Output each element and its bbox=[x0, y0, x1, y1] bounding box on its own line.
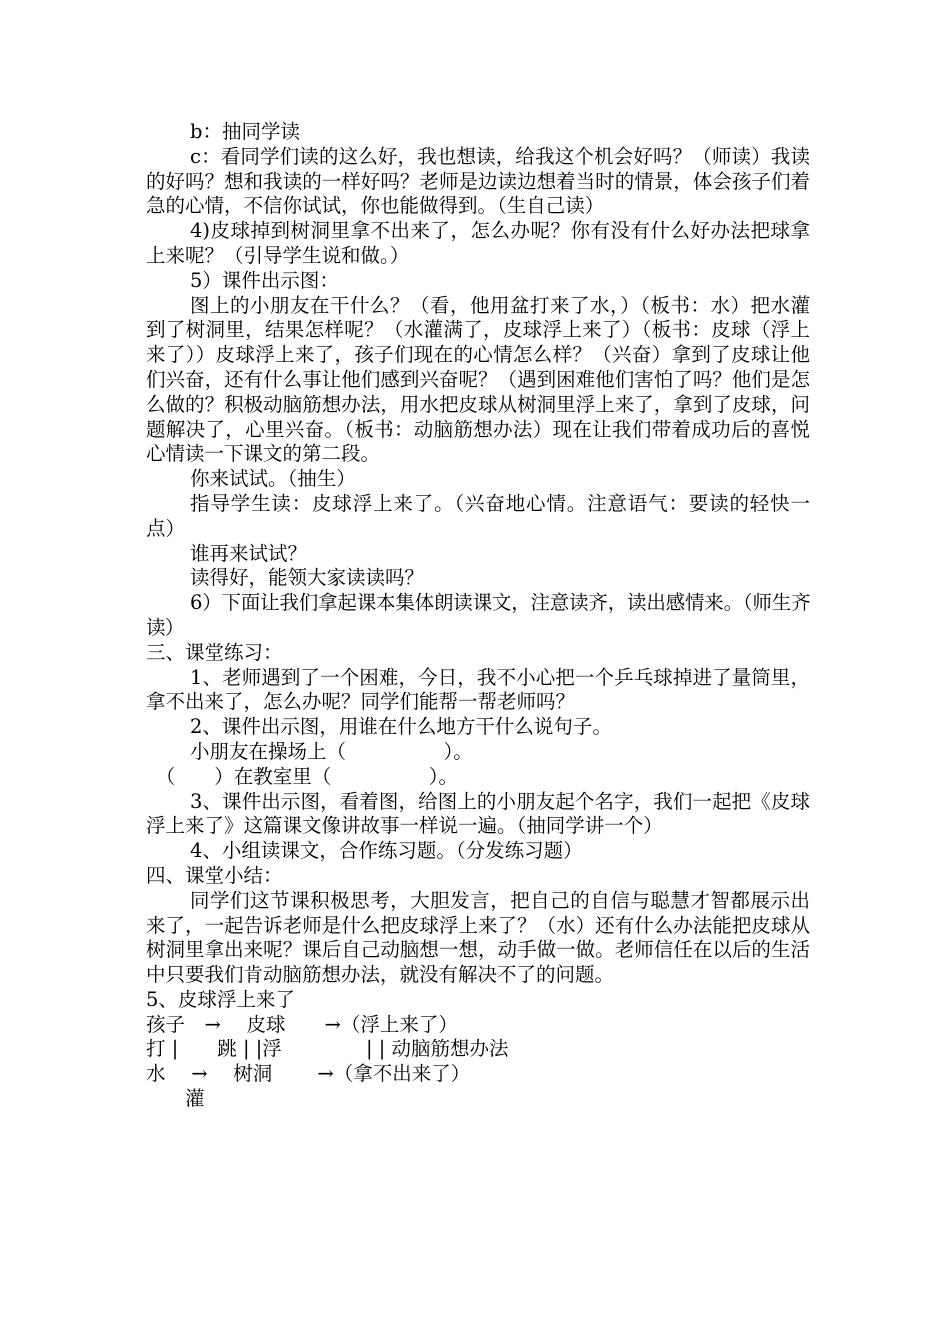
board-line: 打 | 跳 | |浮 | | 动脑筋想办法 bbox=[146, 1037, 509, 1061]
section-heading: 三、课堂练习： bbox=[146, 640, 283, 664]
paragraph: 读得好，能领大家读读吗？ bbox=[190, 566, 425, 590]
paragraph: 同学们这节课积极思考，大胆发言，把自己的自信与聪慧才智都展示出来了，一起告诉老师是什么把皮球浮上来了？（水）还有什么办法能把皮球从树洞里拿出来呢？课后自己动脑想一想，动手做一做。老师信任在以后的生活中只要我们肯动脑筋想办法，就没有解决不了的问题。 bbox=[146, 888, 810, 987]
paragraph: 3、课件出示图，看着图，给图上的小朋友起个名字，我们一起把《皮球浮上来了》这篇课文像讲故事一样说一遍。（抽同学讲一个） bbox=[146, 789, 810, 838]
blackboard-design bbox=[146, 1013, 810, 1112]
fill-blank-sentence: （ ）在教室里（ ）。 bbox=[146, 764, 459, 788]
board-line: 孩子 → 皮球 →（浮上来了） bbox=[146, 1012, 458, 1036]
fill-blank-sentence: 小朋友在操场上（ ）。 bbox=[190, 739, 473, 763]
paragraph: 谁再来试试？ bbox=[190, 541, 308, 565]
paragraph: 2、课件出示图，用谁在什么地方干什么说句子。 bbox=[190, 715, 612, 739]
paragraph: 4、小组读课文，合作练习题。（分发练习题） bbox=[190, 839, 583, 863]
paragraph: 4)皮球掉到树洞里拿不出来了，怎么办呢？你有没有什么好办法把球拿上来呢？（引导学生说和做。） bbox=[146, 219, 810, 267]
body-text bbox=[146, 120, 810, 1013]
paragraph: 指导学生读：皮球浮上来了。（兴奋地心情。注意语气：要读的轻快一点） bbox=[146, 491, 810, 540]
paragraph: b：抽同学读 bbox=[190, 120, 300, 143]
paragraph: 你来试试。（抽生） bbox=[190, 467, 356, 491]
paragraph: c：看同学们读的这么好，我也想读，给我这个机会好吗？（师读）我读的好吗？想和我读的一样好吗？老师是边读边想着当时的情景，体会孩子们着急的心情，不信你试试，你也能做得到。（生自己读） bbox=[146, 144, 810, 218]
paragraph: 1、老师遇到了一个困难，今日，我不小心把一个乒乓球掉进了量筒里，拿不出来了，怎么办呢？同学们能帮一帮老师吗？ bbox=[146, 665, 810, 714]
board-line: 灌 bbox=[146, 1087, 205, 1111]
section-heading: 四、课堂小结： bbox=[146, 863, 283, 887]
board-title: 5、皮球浮上来了 bbox=[146, 987, 295, 1011]
paragraph: 图上的小朋友在干什么？（看，他用盆打来了水，）（板书：水）把水灌到了树洞里，结果怎样呢？（水灌满了，皮球浮上来了）（板书：皮球（浮上来了））皮球浮上来了，孩子们现在的心情怎么样？（兴奋）拿到了皮球让他们兴奋，还有什么事让他们感到兴奋呢？（遇到困难他们害怕了吗？他们是怎么做的？积极动脑筋想办法，用水把皮球从树洞里浮上来了，拿到了皮球，问题解决了，心里兴奋。（板书：动脑筋想办法）现在让我们带着成功后的喜悦心情读一下课文的第二段。 bbox=[146, 293, 810, 466]
paragraph: 5）课件出示图： bbox=[190, 268, 339, 292]
paragraph: 6）下面让我们拿起课本集体朗读课文，注意读齐，读出感情来。（师生齐读） bbox=[146, 591, 810, 639]
board-line: 水 → 树洞 →（拿不出来了） bbox=[146, 1062, 471, 1086]
